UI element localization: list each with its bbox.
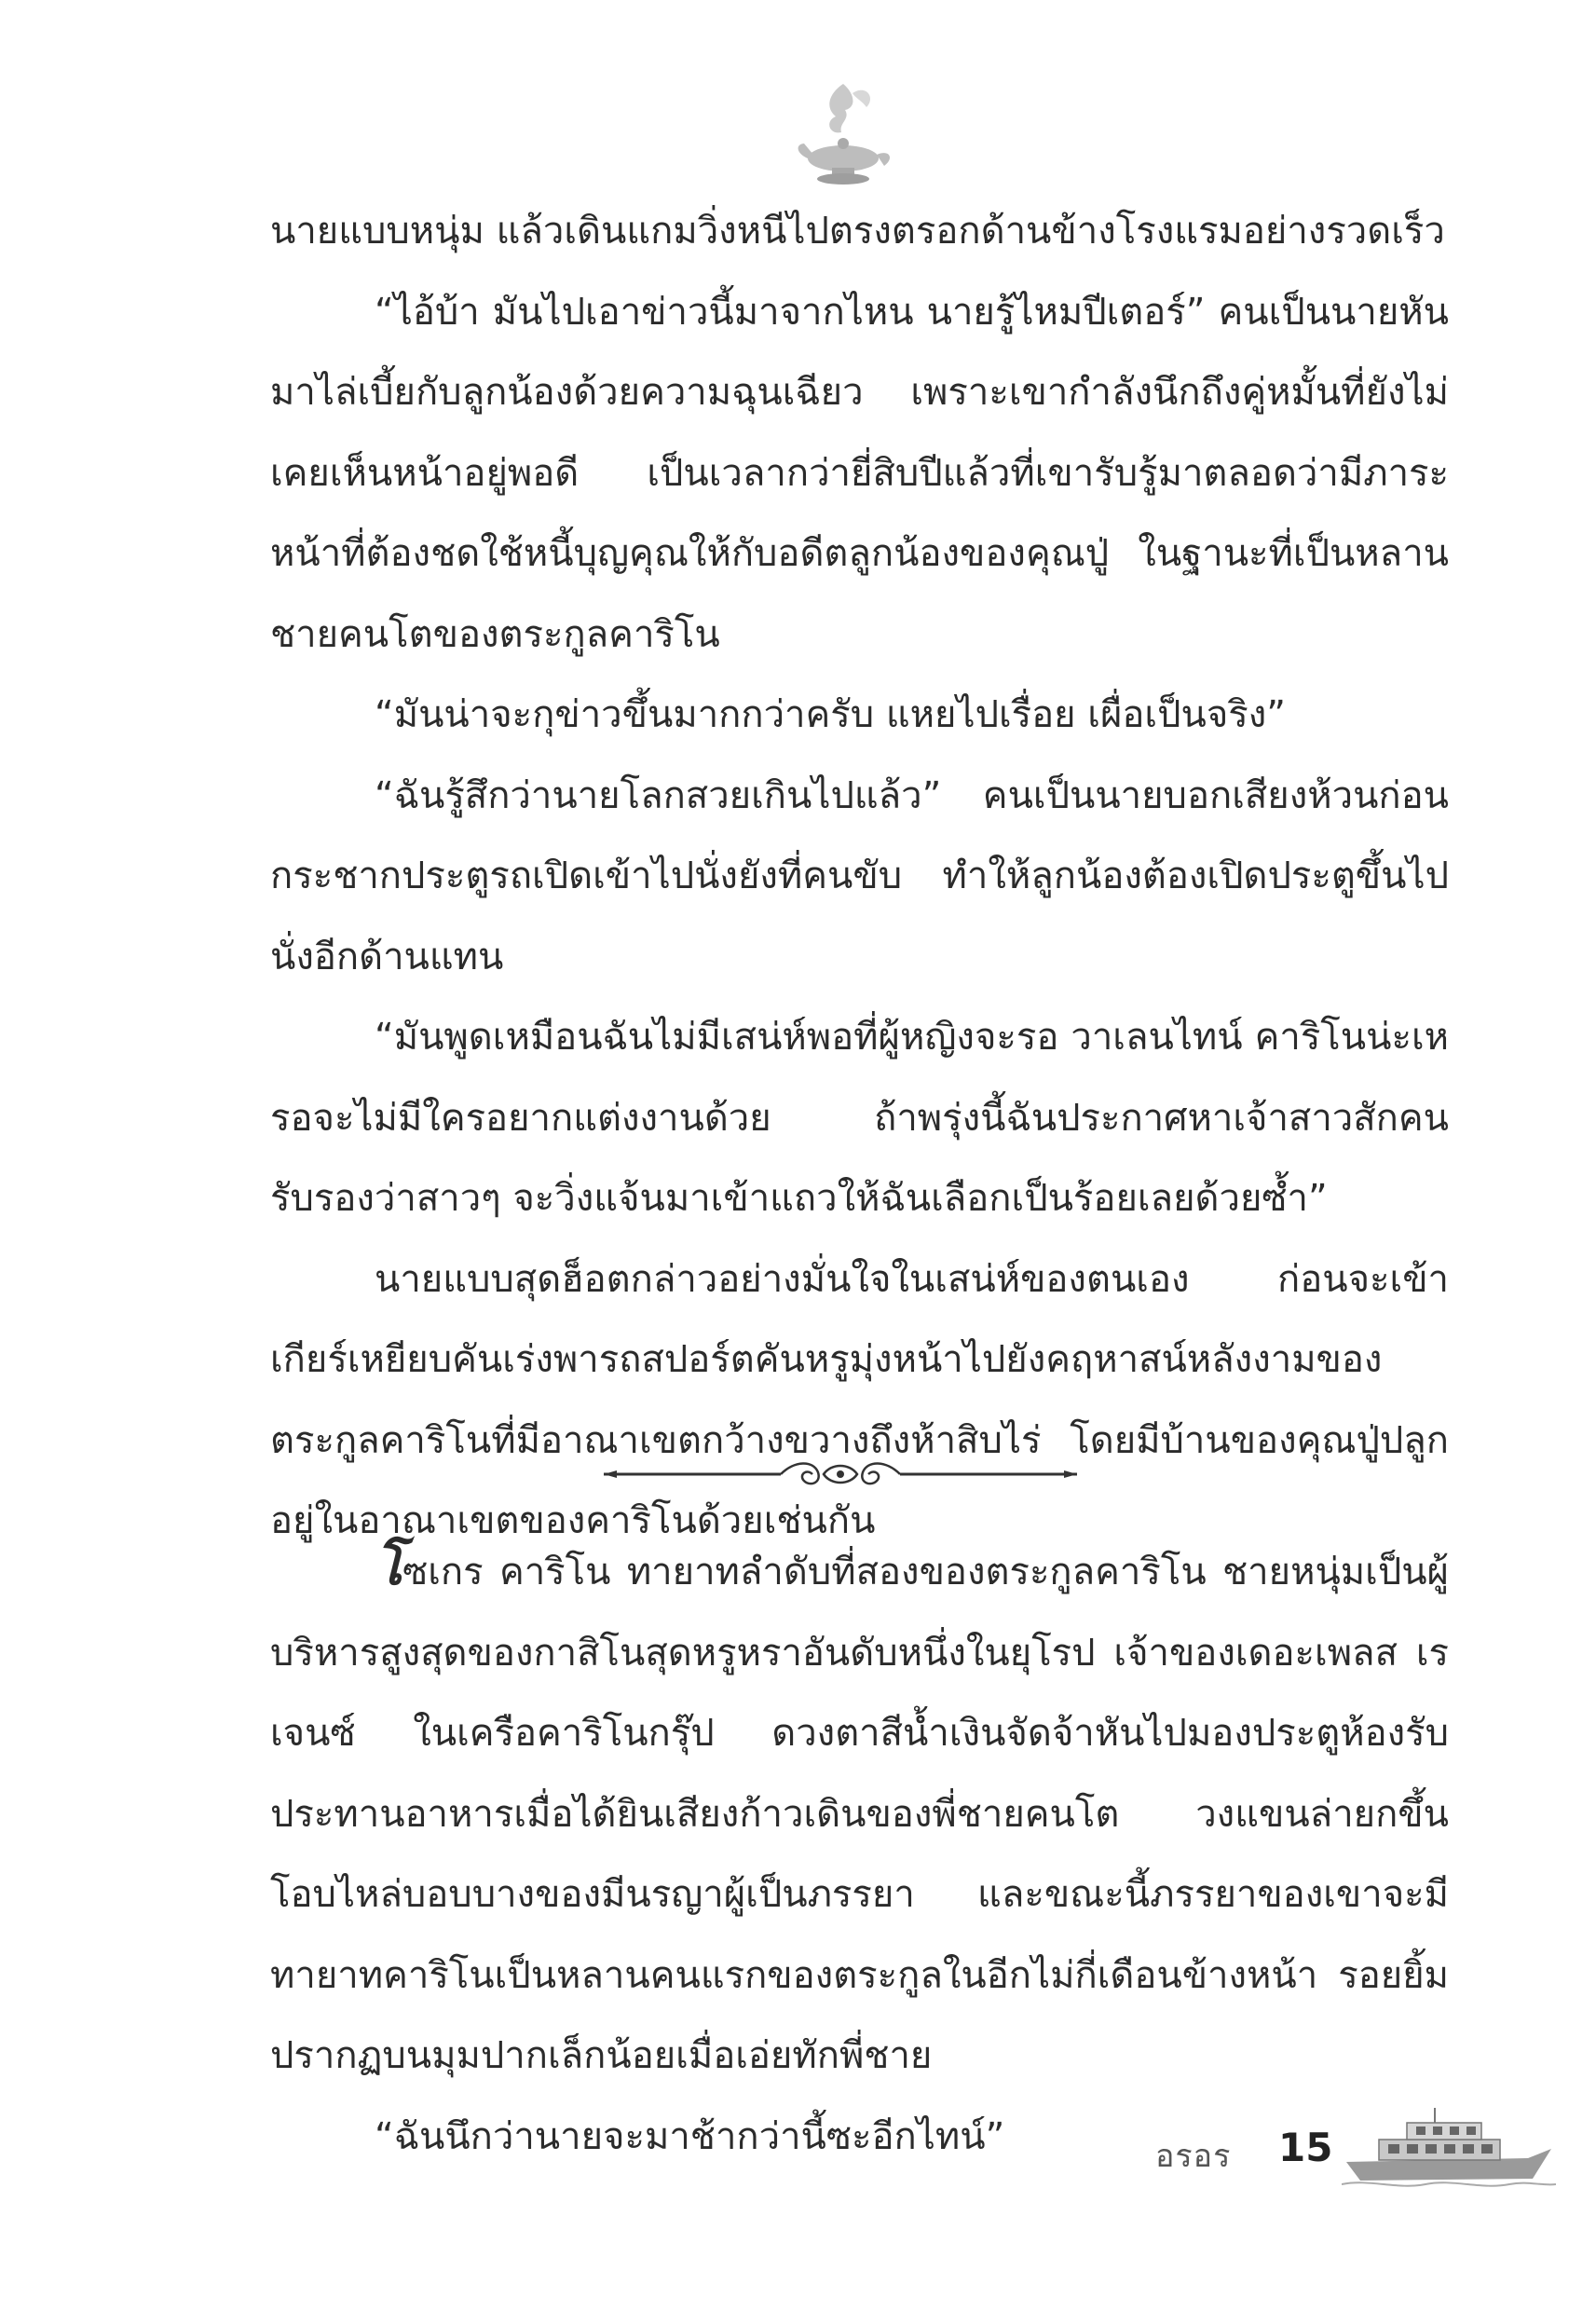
flourish-divider-icon — [604, 1446, 1077, 1502]
page-footer — [1155, 2113, 1565, 2197]
running-title: อรอร — [1155, 2138, 1232, 2175]
page-number: 15 — [1278, 2125, 1333, 2170]
boat-icon — [1342, 2104, 1556, 2193]
body-text — [270, 191, 1449, 1562]
paragraph: “ฉันนึกว่านายจะมาช้ากว่านี้ซะอีกไทน์” — [375, 2114, 1005, 2158]
paragraph: “มันน่าจะกุข่าวขึ้นมากกว่าครับ แหยไปเรื่อย เผื่อเป็นจริง” — [375, 693, 1287, 736]
drop-cap: โ — [375, 1536, 403, 1597]
section-two — [270, 1526, 1449, 2177]
genie-lamp-icon — [787, 65, 899, 196]
paragraph: “ฉันรู้สึกว่านายโลกสวยเกินไปแล้ว” คนเป็นนายบอกเสียงห้วนก่อนกระชากประตูรถเปิดเข้าไปนั่งยังที่คนขับ ทำให้ลูกน้องต้องเปิดประตูขึ้นไปนั่งอีกด้านแทน — [270, 773, 1449, 978]
paragraph: “ไอ้บ้า มันไปเอาข่าวนี้มาจากไหน นายรู้ไหมปีเตอร์” คนเป็นนายหันมาไล่เบี้ยกับลูกน้องด้วยความฉุนเฉียว เพราะเขากำลังนึกถึงคู่หมั้นที่ยังไม่เคยเห็นหน้าอยู่พอดี เป็นเวลากว่ายี่สิบปีแล้วที่เขารับรู้มาตลอดว่ามีภาระหน้าที่ต้องชดใช้หนี้บุญคุณให้กับอดีตลูกน้องของคุณปู่ ในฐานะที่เป็นหลานชายคนโตของตระกูลคาริโน — [270, 290, 1449, 656]
paragraph: “มันพูดเหมือนฉันไม่มีเสน่ห์พอที่ผู้หญิงจะรอ วาเลนไทน์ คาริโนน่ะเหรอจะไม่มีใครอยากแต่งงานด้วย ถ้าพรุ่งนี้ฉันประกาศหาเจ้าสาวสักคน รับรองว่าสาวๆ จะวิ่งแจ้นมาเข้าแถวให้ฉันเลือกเป็นร้อยเลยด้วยซ้ำ” — [270, 1016, 1449, 1220]
paragraph: นายแบบหนุ่ม แล้วเดินแกมวิ่งหนีไปตรงตรอกด้านข้างโรงแรมอย่างรวดเร็ว — [270, 210, 1445, 253]
paragraph-with-dropcap — [270, 1526, 1449, 2097]
paragraph-text: ซเกร คาริโน ทายาทลำดับที่สองของตระกูลคาริโน ชายหนุ่มเป็นผู้บริหารสูงสุดของกาสิโนสุดหรูหราอันดับหนึ่งในยุโรป เจ้าของเดอะเพลส เรเจนซ์ ในเครือคาริโนกรุ๊ป ดวงตาสีน้ำเงินจัดจ้าหันไปมองประตูห้องรับประทานอาหารเมื่อได้ยินเสียงก้าวเดินของพี่ชายคนโต วงแขนล่ายกขึ้นโอบไหล่บอบบางของมีนรญาผู้เป็นภรรยา และขณะนี้ภรรยาของเขาจะมีทายาทคาริโนเป็นหลานคนแรกของตระกูลในอีกไม่กี่เดือนข้างหน้า รอยยิ้มปรากฏบนมุมปากเล็กน้อยเมื่อเอ่ยทักพี่ชาย — [270, 1551, 1449, 2077]
paragraph: นายแบบสุดฮ็อตกล่าวอย่างมั่นใจในเสน่ห์ของตนเอง ก่อนจะเข้าเกียร์เหยียบคันเร่งพารถสปอร์ตคันหรูมุ่งหน้าไปยังคฤหาสน์หลังงามของตระกูลคาริโนที่มีอาณาเขตกว้างขวางถึงห้าสิบไร่ โดยมีบ้านของคุณปู่ปลูกอยู่ในอาณาเขตของคาริโนด้วยเช่นกัน — [270, 1257, 1449, 1542]
